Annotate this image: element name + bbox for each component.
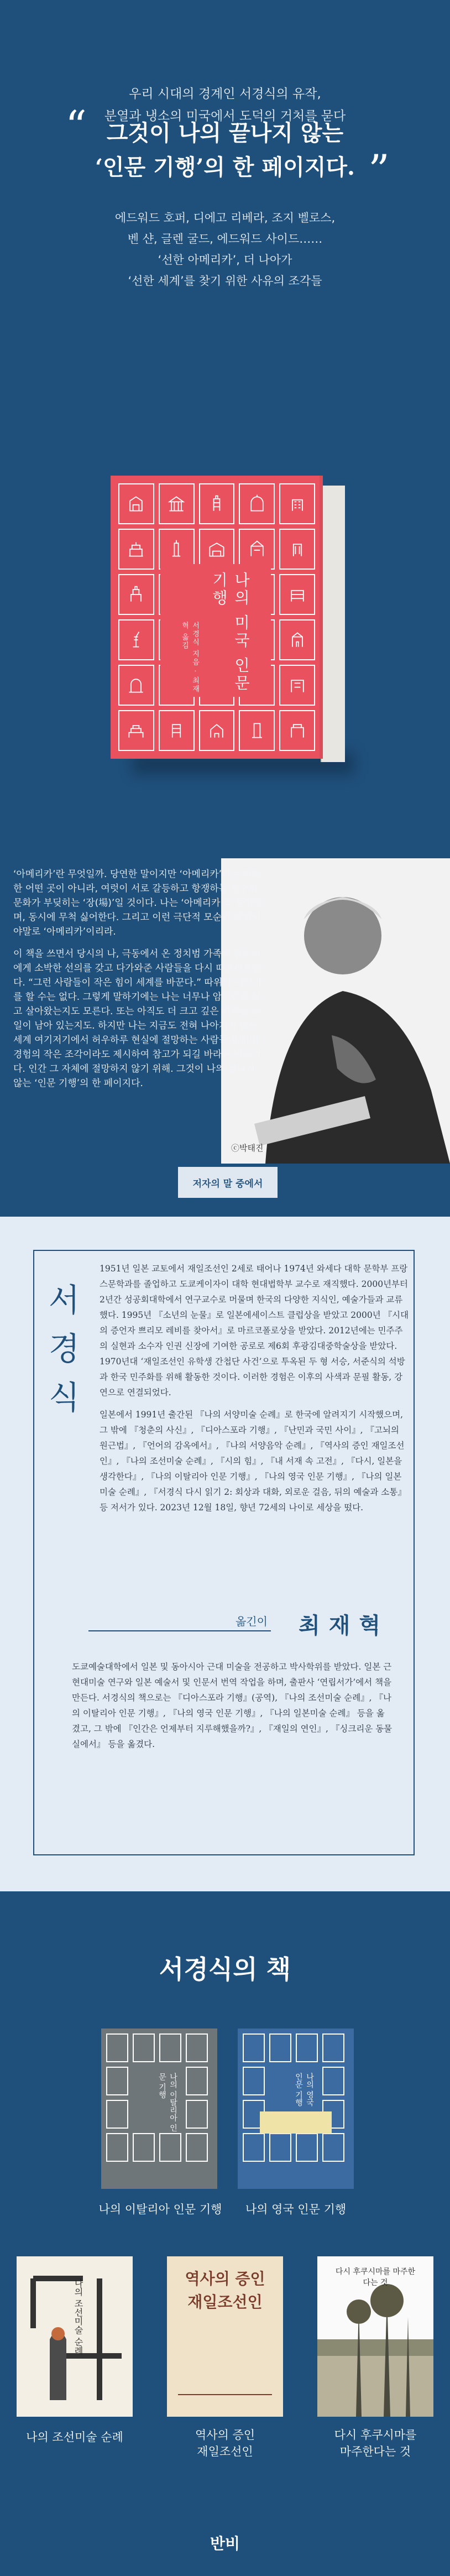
book-caption-line: 다시 후쿠시마를 (334, 2428, 417, 2442)
book-author-line: 서경식 지음 · 최재혁 옮김 (180, 622, 199, 693)
building-icon (239, 710, 275, 751)
building-icon (118, 574, 154, 615)
building-icon (159, 529, 195, 570)
author-bio-section (0, 1217, 450, 1891)
building-icon (279, 483, 315, 524)
building-icon (279, 619, 315, 660)
translator-divider (88, 1630, 271, 1631)
book-caption: 나의 조선미술 순례 (26, 2431, 123, 2444)
building-icon (199, 483, 235, 524)
book-cover-title: 나의 조선미술 순례 (73, 2278, 83, 2355)
building-icon (159, 710, 195, 751)
book-cover-title: 나의 이탈리아 인문 기행 (158, 2073, 177, 2132)
book-cover-title: 다시 후쿠시마를 마주한다는 것 (335, 2267, 416, 2287)
author-name-vertical: 서경식 (43, 1283, 80, 1429)
building-icon (118, 483, 154, 524)
hero-authors-line: ‘선한 세계’를 찾기 위한 사유의 조각들 (128, 274, 322, 288)
book-item[interactable] (317, 2256, 433, 2417)
bio-paragraph: 일본에서 1991년 출간된 『나의 서양미술 순례』로 한국에 알려지기 시작했으며, 그 밖에 『청춘의 사신』, 『디아스포라 기행』, 『난민과 국민 사이』, 『고뇌의 원근법』, 『언어의 감옥에서』, 『나의 서양음악 순례』, 『역사의 증인 재일조선인』, 『나의 조선미술 순례』, 『시의 힘』, 『내 서재 속 고전』, 『다시, 일본을 생각한다』, 『나의 이탈리아 인문 기행』, 『나의 영국 인문 기행』, 『나의 일본미술 순례』, 『서경식 다시 읽기 2: 회상과 대화, 외로운 걸음, 뒤의 예술과 소통』 등 저서가 있다. 2023년 12월 18일, 향년 72세의 나이로 세상을 떴다. (100, 1410, 406, 1513)
book-side (321, 486, 345, 762)
translator-bio-text: 도쿄예술대학에서 일본 및 동아시아 근대 미술을 전공하고 박사학위를 받았다. 일본 근현대미술 연구와 일본 예술서 및 인문서 번역 작업을 하며, 출판사 ‘연립서가’에서 책을 만든다. 서경식의 책으로는 『디아스포라 기행』(공역), 『나의 조선미술 순례』, 『나의 이탈리아 인문 기행』, 『나의 영국 인문 기행』, 『나의 일본미술 순례』 등을 옮겼고, 그 밖에 『인간은 언제부터 지루해했을까?』, 『재일의 연인』, 『싱크리운 동물실에서』 등을 옮겼다. (72, 1662, 393, 1749)
hero-section (0, 0, 450, 1190)
book-front (111, 476, 323, 759)
book-item[interactable] (17, 2256, 133, 2417)
book-caption (142, 2427, 308, 2460)
building-icon (159, 483, 195, 524)
hero-authors (0, 207, 450, 291)
hero-authors-line: 에드워드 호퍼, 디에고 리베라, 조지 벨로스, (114, 211, 336, 225)
photo-credit: ⓒ박태진 (231, 1143, 264, 1153)
hero-authors-line: ‘선한 아메리카’, 더 나아가 (158, 253, 292, 267)
book-cover-title: 나의 영국 인문 기행 (294, 2073, 314, 2106)
publisher-logo: 반비 (210, 2535, 240, 2553)
essay-source-tag: 저자의 말 중에서 (178, 1167, 278, 1198)
author-bio-text (100, 1261, 409, 1522)
hero-quote-line: ‘인문 기행’의 한 페이지다. (95, 154, 355, 180)
book-cover-title: 역사의 증인 재일조선인 (185, 2270, 265, 2311)
author-essay (13, 867, 265, 1098)
book-item[interactable] (101, 2029, 217, 2189)
building-icon (118, 665, 154, 706)
book-cover (111, 476, 348, 774)
translator-name: 최재혁 (299, 1613, 389, 1639)
book-title-panel (160, 564, 271, 697)
books-section (0, 1891, 450, 2576)
book-caption-line: 역사의 증인 (195, 2428, 255, 2442)
building-icon (279, 529, 315, 570)
building-icon (239, 529, 275, 570)
book-caption: 나의 영국 인문 기행 (245, 2203, 347, 2216)
essay-paragraph: 이 책을 쓰면서 당시의 나, 극동에서 온 정치범 가족인 젊은이에게 소박한 선의를 갖고 다가와준 사람들을 다시 떠올리보았다. “그런 사람들이 작은 힘이 세계를 바꾼다.” 따위의 이야기를 할 수는 없다. 그렇게 말하기에는 나는 너무나 암흑만을 보고 살아왔는지도 모른다. 또는 아직도 더 크고 깊은 암흑을 볼 일이 남아 있는지도. 하지만 나는 지금도 전혀 나아지지 않는 세계 여기저기에서 허우하루 현실에 절망하는 사람들에게 내 경험의 작은 조각이라도 제시하여 참고가 되길 바라는 마음이다. 인간 그 자체에 절망하지 않기 위해. 그것이 나의 끝나지 않는 ‘인문 기행’의 한 페이지다. (13, 948, 262, 1089)
book-title: 나의 미국 인문 기행 (210, 572, 250, 692)
building-icon (279, 710, 315, 751)
hero-intro-line: 분열과 냉소의 미국에서 도덕의 거처를 묻다 (104, 109, 346, 123)
building-icon (118, 710, 154, 751)
hero-quote-line: 그것이 나의 끝나지 않는 (106, 120, 344, 146)
building-icon (118, 529, 154, 570)
book-caption (292, 2427, 450, 2460)
building-icon (279, 574, 315, 615)
essay-paragraph: ‘아메리카’란 무엇일까. 당연한 말이지만 ‘아메리카’라는 단일한 어떤 곳이 아니라, 여럿이 서로 갈등하고 항쟁하는 복수의 문화가 부딪히는 ‘장(場)’일 것이다. 나는 ‘아메리카’를 좋아하며, 동시에 무척 싫어한다. 그리고 이런 극단적 모순과 항쟁이야말로 ‘아메리카’이리라. (13, 869, 263, 937)
hero-intro-line: 우리 시대의 경계인 서경식의 유작, (129, 87, 321, 101)
hero-authors-line: 벤 샨, 글렌 굴드, 에드워드 사이드…… (127, 232, 323, 246)
books-section-title: 서경식의 책 (159, 1954, 291, 1984)
close-quote-mark: ” (368, 145, 390, 195)
book-caption: 나의 이탈리아 인문 기행 (98, 2203, 222, 2216)
translator-label: 옮긴이 (236, 1615, 268, 1628)
book-caption-line: 재일조선인 (197, 2445, 253, 2458)
building-icon (279, 665, 315, 706)
open-quote-mark: “ (65, 101, 87, 150)
statue-of-liberty-icon (118, 619, 154, 660)
book-item[interactable] (167, 2256, 283, 2417)
book-caption-line: 마주한다는 것 (339, 2445, 411, 2458)
building-icon (199, 710, 235, 751)
building-icon (199, 529, 235, 570)
bio-paragraph: 1951년 일본 교토에서 재일조선인 2세로 태어나 1974년 와세다 대학 문학부 프랑스문학과를 졸업하고 도쿄케이자이 대학 현대법학부 교수로 재직했다. 2000년부터 2년간 성공회대학에서 연구교수로 머물며 한국의 다양한 지식인, 예술가들과 교류했다. 1995년 『소년의 눈물』로 일본에세이스트 클럽상을 받았고 2000년 『시대의 증언자 쁘리모 레비를 찾아서』로 마르코폴로상을 받았다. 2012년에는 민주주의 실현과 소수자 인권 신장에 기여한 공로로 제6회 후광김대중학술상을 받았다. 1970년대 ‘재일조선인 유학생 간첩단 사건’으로 투옥된 두 형 서승, 서준식의 석방과 한국 민주화를 위해 활동한 것이다. 이러한 경험은 이후의 사색과 문필 활동, 강연으로 연결되었다. (100, 1264, 409, 1397)
building-icon (239, 483, 275, 524)
book-item[interactable] (238, 2029, 354, 2189)
